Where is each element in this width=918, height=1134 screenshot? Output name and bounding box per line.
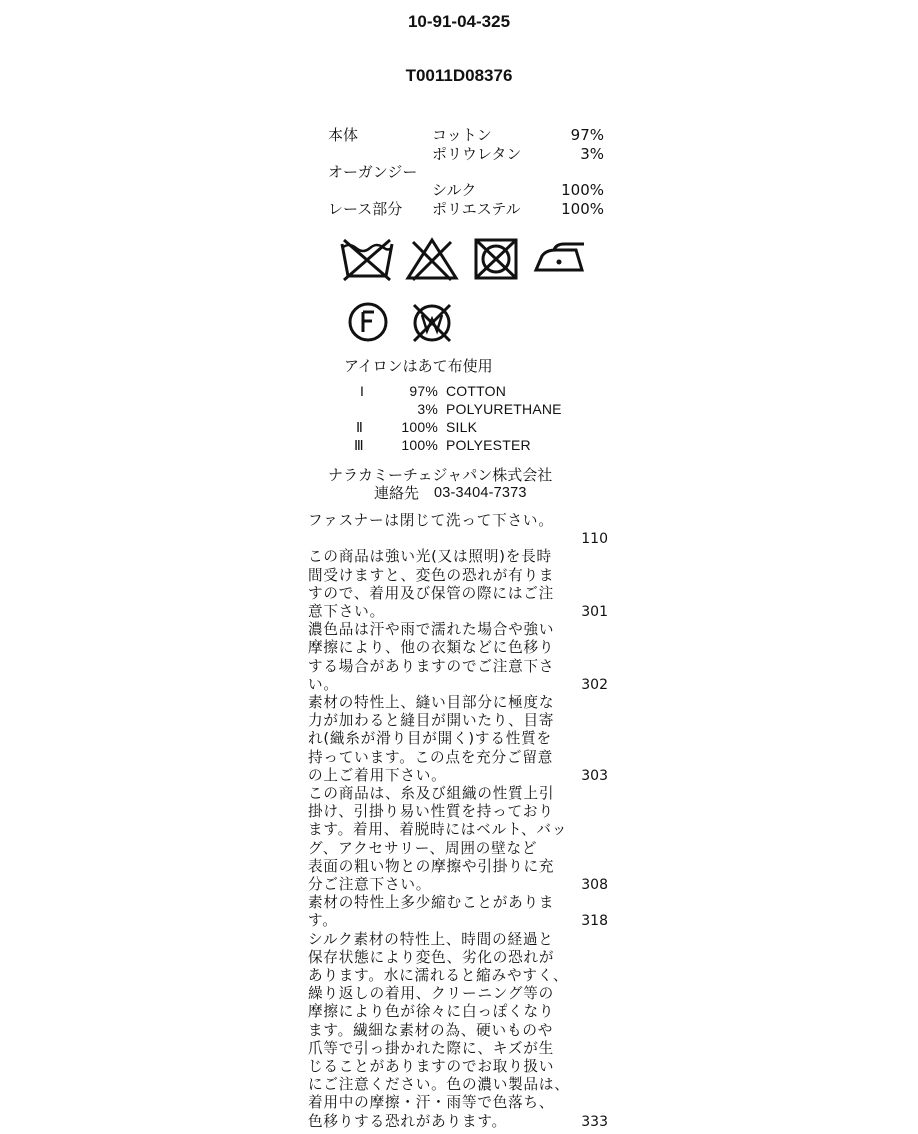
care-line: 色移りする恐れがあります。 [308, 1112, 507, 1130]
iron-low-icon [532, 240, 588, 276]
no-tumble-dry-icon [472, 236, 520, 282]
care-line: 保存状態により変色、劣化の恐れが [308, 948, 555, 966]
english-material-2: POLYURETHANE [446, 401, 562, 417]
care-line: 着用中の摩擦・汗・雨等で色落ち、 [308, 1094, 555, 1112]
care-line: 掛け、引掛り易い性質を持っており [308, 803, 554, 821]
material-polyurethane: ポリウレタン [432, 145, 522, 163]
pct-silk: 100% [561, 181, 604, 199]
english-roman-4: Ⅲ [354, 437, 364, 453]
pct-cotton: 97% [570, 126, 604, 144]
care-line: 繰り返しの着用、クリーニング等の [308, 985, 555, 1003]
pct-polyurethane: 3% [580, 145, 604, 163]
product-code: 10-91-04-325 [407, 12, 511, 31]
organza-label: オーガンジー [328, 163, 418, 181]
tag-code: T0011D08376 [405, 66, 513, 85]
care-line: この商品は、糸及び組織の性質上引 [308, 785, 555, 802]
care-line: 濃色品は汗や雨で濡れた場合や強い [308, 621, 555, 639]
english-roman-3: Ⅱ [356, 419, 364, 435]
care-line: 表面の粗い物との摩擦や引掛りに充 [308, 857, 555, 875]
care-line: ファスナーは閉じて洗って下さい。 [308, 512, 554, 529]
no-wet-clean-icon [408, 300, 456, 346]
care-line: れ(織糸が滑り目が開く)する性質を [308, 730, 552, 748]
english-material-3: SILK [446, 419, 478, 435]
care-code: 308 [581, 877, 608, 893]
material-polyester: ポリエステル [432, 200, 521, 218]
body-label: 本体 [328, 126, 359, 144]
material-cotton: コットン [432, 126, 492, 144]
no-bleach-icon [405, 236, 459, 282]
english-pct-2: 3% [417, 401, 438, 417]
english-pct-3: 100% [401, 419, 438, 435]
care-code: 318 [581, 913, 608, 930]
care-line: シルク素材の特性上、時間の経過と [308, 930, 554, 948]
care-line: 間受けますと、変色の恐れが有りま [308, 566, 555, 584]
care-line: 摩擦により、他の衣類などに色移り [308, 639, 555, 657]
care-code: 303 [581, 767, 608, 784]
lace-label: レース部分 [328, 200, 403, 218]
care-line: ます。繊細な素材の為、硬いものや [308, 1021, 554, 1039]
iron-note: アイロンはあて布使用 [344, 357, 493, 375]
care-code: 110 [581, 531, 608, 548]
contact-phone: 03-3404-7373 [434, 485, 527, 501]
care-line: あります。水に濡れると縮みやすく、 [308, 967, 569, 984]
care-line: の上ご着用下さい。 [308, 766, 447, 784]
dry-clean-f-icon [346, 300, 390, 344]
care-line: 持っています。この点を充分ご留意 [308, 748, 554, 766]
care-line: この商品は強い光(又は照明)を長時 [308, 548, 552, 566]
english-pct-4: 100% [401, 437, 438, 453]
care-line: 意下さい。 [308, 603, 385, 620]
english-roman-1: I [360, 383, 365, 399]
care-code: 301 [581, 604, 608, 620]
care-code: 333 [581, 1113, 608, 1130]
care-line: 分ご注意下さい。 [308, 876, 432, 893]
care-code: 302 [581, 676, 608, 693]
material-silk: シルク [432, 181, 477, 199]
contact-label: 連絡先 [374, 484, 420, 502]
care-line: ます。着用、着脱時にはベルト、バッ [308, 821, 568, 839]
no-wash-icon [338, 236, 396, 282]
care-line: 摩擦により色が徐々に白っぽくなり [308, 1003, 555, 1021]
care-line: する場合がありますのでご注意下さ [308, 657, 555, 675]
english-material-1: COTTON [446, 383, 507, 399]
company-name: ナラカミーチェジャパン株式会社 [328, 466, 553, 484]
care-line: す。 [308, 912, 338, 930]
care-line: 素材の特性上、縫い目部分に極度な [308, 694, 555, 711]
pct-polyester: 100% [561, 200, 604, 218]
english-material-4: POLYESTER [446, 437, 531, 453]
english-pct-1: 97% [409, 383, 438, 399]
care-line: グ、アクセサリー、周囲の壁など [308, 839, 538, 857]
care-line: にご注意ください。色の濃い製品は、 [308, 1076, 570, 1094]
care-line: 素材の特性上多少縮むことがありま [308, 894, 555, 912]
care-line: い。 [308, 675, 339, 693]
care-line: 力が加わると縫目が開いたり、目寄 [308, 712, 555, 730]
care-line: 爪等で引っ掛かれた際に、キズが生 [308, 1039, 555, 1057]
care-line: じることがありますのでお取り扱い [308, 1058, 555, 1075]
care-line: すので、着用及び保管の際にはご注 [308, 584, 555, 602]
